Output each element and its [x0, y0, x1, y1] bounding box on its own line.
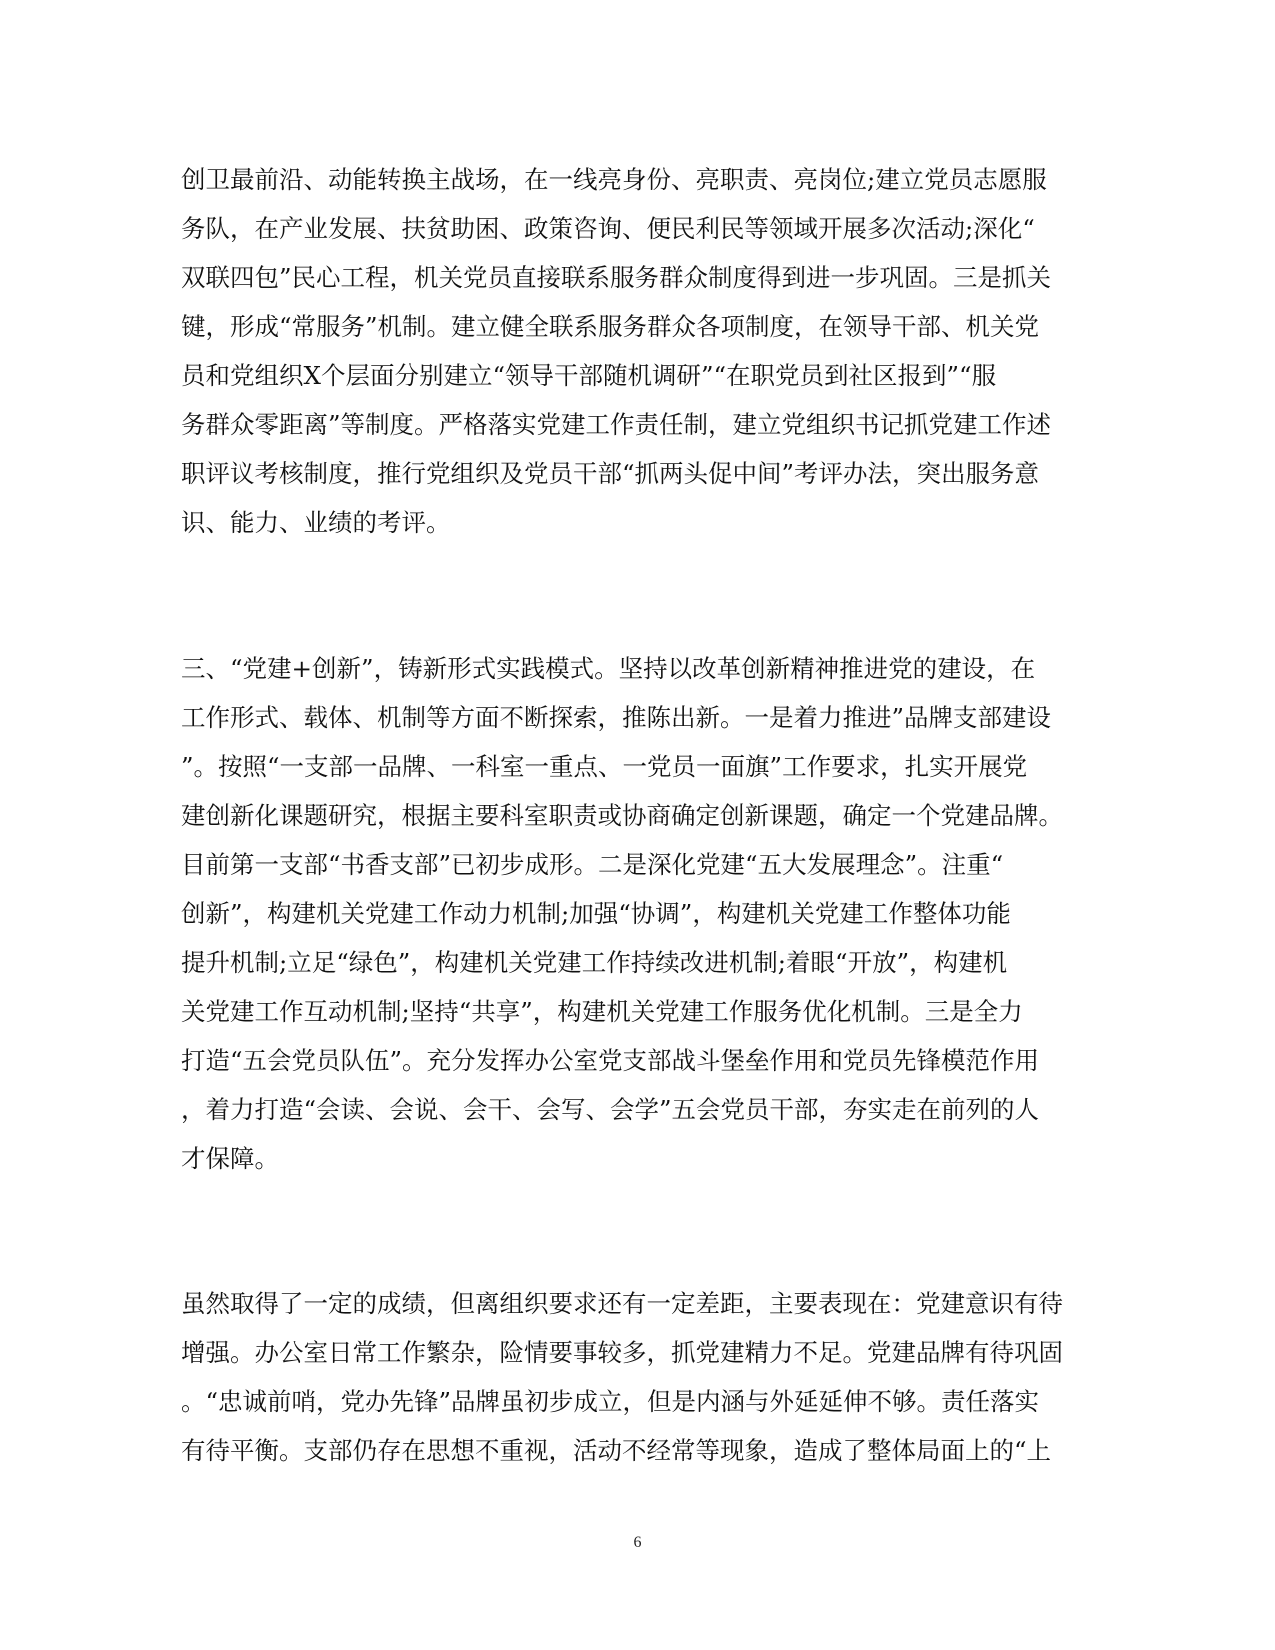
text-line: 建创新化课题研究，根据主要科室职责或协商确定创新课题，确定一个党建品牌。 [181, 801, 1063, 830]
text-line: 增强。办公室日常工作繁杂，险情要事较多，抓党建精力不足。党建品牌有待巩固 [181, 1338, 1063, 1367]
text-line: 员和党组织X个层面分别建立“领导干部随机调研”“在职党员到社区报到”“服 [181, 361, 997, 390]
text-line: 务队，在产业发展、扶贫助困、政策咨询、便民利民等领域开展多次活动;深化“ [181, 214, 1035, 243]
text-line: 职评议考核制度，推行党组织及党员干部“抓两头促中间”考评办法，突出服务意 [181, 459, 1040, 488]
text-line: 创新”，构建机关党建工作动力机制;加强“协调”，构建机关党建工作整体功能 [181, 899, 1011, 928]
text-line: 虽然取得了一定的成绩，但离组织要求还有一定差距，主要表现在：党建意识有待 [181, 1289, 1063, 1318]
text-line: 有待平衡。支部仍存在思想不重视，活动不经常等现象，造成了整体局面上的“上 [181, 1436, 1052, 1465]
text-line: 三、“党建+创新”，铸新形式实践模式。坚持以改革创新精神推进党的建设，在 [181, 654, 1036, 683]
text-line: ，着力打造“会读、会说、会干、会写、会学”五会党员干部，夯实走在前列的人 [181, 1095, 1040, 1124]
paragraph-innovation [181, 644, 1081, 1183]
text-line: 识、能力、业绩的考评。 [181, 508, 451, 537]
text-line: 关党建工作互动机制;坚持“共享”，构建机关党建工作服务优化机制。三是全力 [181, 997, 1023, 1026]
paragraph-shortcomings [181, 1279, 1081, 1475]
text-line: 创卫最前沿、动能转换主战场，在一线亮身份、亮职责、亮岗位;建立党员志愿服 [181, 165, 1047, 194]
text-line: 务群众零距离”等制度。严格落实党建工作责任制，建立党组织书记抓党建工作述 [181, 410, 1052, 439]
text-line: 打造“五会党员队伍”。充分发挥办公室党支部战斗堡垒作用和党员先锋模范作用 [181, 1046, 1040, 1075]
text-line: 键，形成“常服务”机制。建立健全联系服务群众各项制度，在领导干部、机关党 [181, 312, 1040, 341]
paragraph-service-mechanism [181, 155, 1081, 547]
text-line: ”。按照“一支部一品牌、一科室一重点、一党员一面旗”工作要求，扎实开展党 [181, 752, 1028, 781]
page-number: 6 [633, 1534, 642, 1551]
text-line: 。“忠诚前哨，党办先锋”品牌虽初步成立，但是内涵与外延延伸不够。责任落实 [181, 1387, 1040, 1416]
text-line: 目前第一支部“书香支部”已初步成形。二是深化党建“五大发展理念”。注重“ [181, 850, 1004, 879]
text-line: 工作形式、载体、机制等方面不断探索，推陈出新。一是着力推进”品牌支部建设 [181, 703, 1052, 732]
text-line: 双联四包”民心工程，机关党员直接联系服务群众制度得到进一步巩固。三是抓关 [181, 263, 1052, 292]
text-line: 才保障。 [181, 1144, 279, 1173]
text-line: 提升机制;立足“绿色”，构建机关党建工作持续改进机制;着眼“开放”，构建机 [181, 948, 1008, 977]
